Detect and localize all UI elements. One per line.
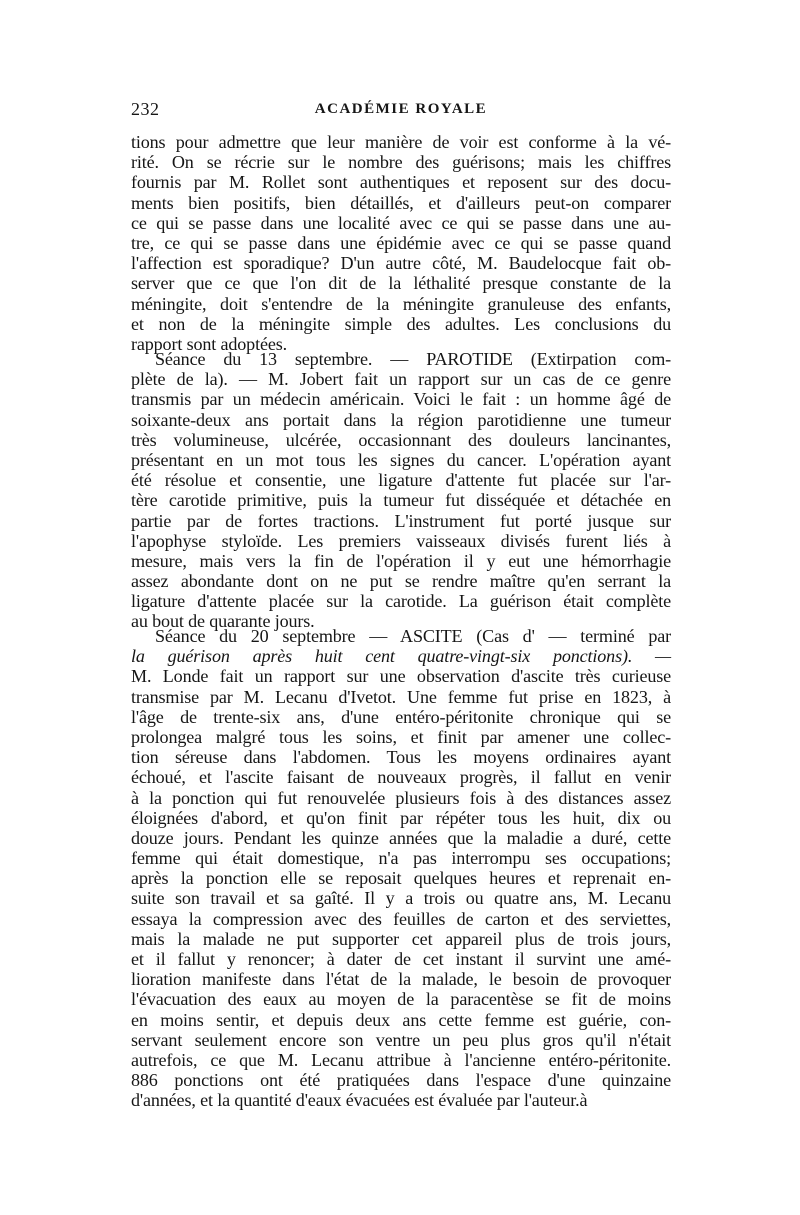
- text-line: essaya la compression avec des feuilles de carton et des serviettes,: [131, 908, 671, 929]
- text-line: rapport sont adoptées.: [131, 333, 287, 354]
- text-line: éloignées d'abord, et qu'on finit par répéter tous les huit, dix ou: [131, 807, 671, 828]
- text-line: douze jours. Pendant les quinze années que la maladie a duré, cette: [131, 827, 671, 848]
- text-line: à la ponction qui fut renouvelée plusieurs fois à des distances assez: [131, 787, 671, 808]
- text-line: méningite, doit s'entendre de la méningite granuleuse des enfants,: [131, 293, 671, 314]
- text-line: prolongea malgré tous les soins, et finit par amener une collec-: [131, 726, 671, 747]
- text-line: et il fallut y renoncer; à dater de cet instant il survint une amé-: [131, 949, 671, 969]
- text-line: mesure, mais vers la fin de l'opération il y eut une hémorrhagie: [131, 550, 671, 571]
- paragraph-2: [131, 349, 671, 632]
- text-line: suite son travail et sa gaîté. Il y a trois ou quatre ans, M. Lecanu: [131, 888, 671, 909]
- text-line: servant seulement encore son ventre un peu plus gros qu'il n'était: [131, 1029, 671, 1050]
- text-line: ce qui se passe dans une localité avec ce qui se passe dans une au-: [131, 212, 671, 233]
- text-line: après la ponction elle se reposait quelques heures et reprenait en-: [131, 868, 671, 889]
- text-line: 886 ponctions ont été pratiquées dans l'espace d'une quinzaine: [131, 1070, 671, 1091]
- text-line: très volumineuse, ulcérée, occasionnant des douleurs lancinantes,: [131, 429, 671, 450]
- text-line: l'apophyse styloïde. Les premiers vaisseaux divisés furent liés à: [131, 530, 671, 551]
- text-line: mais la malade ne put supporter cet appareil plus de trois jours,: [131, 928, 671, 949]
- text-line: femme qui était domestique, n'a pas interrompu ses occupations;: [131, 848, 671, 869]
- text-line: tions pour admettre que leur manière de voir est conforme à la vé-: [131, 132, 671, 152]
- running-title: ACADÉMIE ROYALE: [314, 101, 488, 117]
- text-line: tion séreuse dans l'abdomen. Tous les moyens ordinaires ayant: [131, 747, 671, 768]
- running-head: [131, 98, 671, 120]
- text-line: transmis par un médecin américain. Voici le fait : un homme âgé de: [131, 389, 671, 410]
- text-line: assez abondante dont on ne put se rendre maître qu'en serrant la: [131, 571, 671, 592]
- text-line: d'années, et la quantité d'eaux évacuées est évaluée par l'auteur.à: [131, 1090, 588, 1111]
- text-line: plète de la). — M. Jobert fait un rapport sur un cas de ce genre: [131, 369, 671, 390]
- section-heading-line: Séance du 20 septembre — ASCITE (Cas d' — terminé par: [155, 626, 671, 646]
- text-line: autrefois, ce que M. Lecanu attribue à l'ancienne entéro-péritonite.: [131, 1049, 671, 1070]
- text-line: la guérison après huit cent quatre-vingt-six ponctions). —: [131, 646, 671, 667]
- text-line: lioration manifeste dans l'état de la malade, le besoin de provoquer: [131, 969, 671, 990]
- text-line: au bout de quarante jours.: [131, 611, 315, 632]
- text-line: M. Londe fait un rapport sur une observation d'ascite très curieuse: [131, 666, 671, 687]
- text-line: tère carotide primitive, puis la tumeur fut disséquée et détachée en: [131, 490, 671, 511]
- text-line: l'affection est sporadique? D'un autre côté, M. Baudelocque fait ob-: [131, 253, 671, 274]
- text-line: soixante-deux ans portait dans la région parotidienne une tumeur: [131, 409, 671, 430]
- text-line: l'évacuation des eaux au moyen de la paracentèse se fit de moins: [131, 989, 671, 1010]
- paragraph-1: [131, 132, 671, 354]
- paragraph-3: [131, 626, 671, 1111]
- text-line: ligature d'attente placée sur la carotide. La guérison était complète: [131, 591, 671, 612]
- text-line: transmise par M. Lecanu d'Ivetot. Une femme fut prise en 1823, à: [131, 686, 671, 707]
- text-line: présentant en un mot tous les signes du cancer. L'opération ayant: [131, 449, 671, 470]
- section-heading-line: Séance du 13 septembre. — PAROTIDE (Extirpation com-: [155, 349, 671, 369]
- text-line: échoué, et l'ascite faisant de nouveaux progrès, il fallut en venir: [131, 767, 671, 788]
- text-line: été résolue et consentie, une ligature d'attente fut placée sur l'ar-: [131, 470, 671, 491]
- text-line: server que ce que l'on dit de la léthalité presque constante de la: [131, 273, 671, 294]
- text-line: en moins sentir, et depuis deux ans cette femme est guérie, con-: [131, 1009, 671, 1030]
- text-line: l'âge de trente-six ans, d'une entéro-péritonite chronique qui se: [131, 706, 671, 727]
- text-line: partie par de fortes tractions. L'instrument fut porté jusque sur: [131, 510, 671, 531]
- text-line: ments bien positifs, bien détaillés, et d'ailleurs peut-on comparer: [131, 192, 671, 213]
- text-line: rité. On se récrie sur le nombre des guérisons; mais les chiffres: [131, 152, 671, 173]
- text-line: fournis par M. Rollet sont authentiques et reposent sur des docu-: [131, 172, 671, 193]
- text-line: et non de la méningite simple des adultes. Les conclusions du: [131, 313, 671, 334]
- text-line: tre, ce qui se passe dans une épidémie avec ce qui se passe quand: [131, 232, 671, 253]
- page-number: 232: [131, 99, 160, 119]
